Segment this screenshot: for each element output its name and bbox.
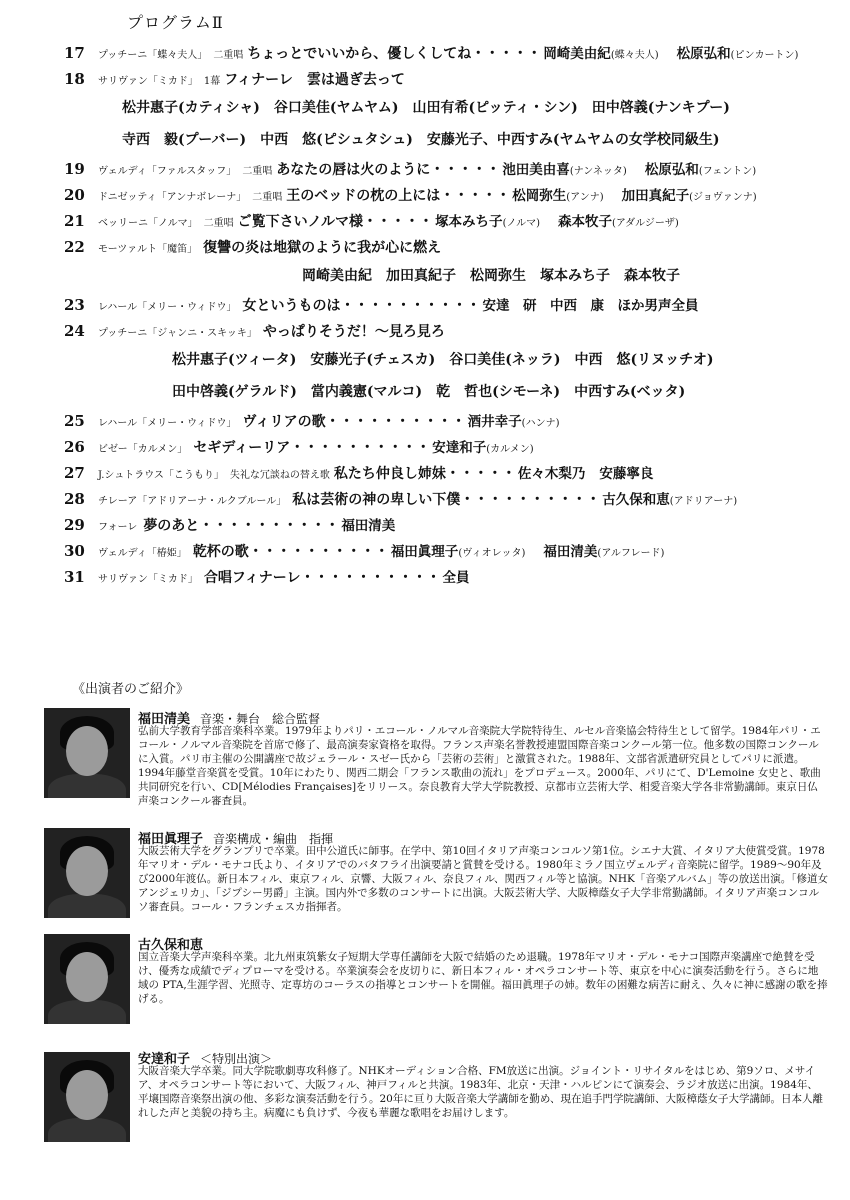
program-title: ちょっとでいいから、優しくしてね・・・・・ — [247, 46, 542, 62]
performer-role: (ヴィオレッタ) — [458, 548, 526, 559]
program-item — [64, 234, 844, 260]
program-number: 29 — [64, 516, 85, 534]
page-title: プログラムⅡ — [127, 13, 224, 32]
portrait-photo — [44, 1052, 130, 1142]
performer-bio: 弘前大学教育学部音楽科卒業。1979年よりパリ・エコール・ノルマル音楽院大学院特待生、ルセル音楽協会特待生として留学。1984年パリ・エコール・ノルマル音楽院を首席で修了、最高演奏家資格を取得。フランス声楽名誉教授連盟国際音楽コンクール第一位。他多数の国際コンクールに入賞。パリ市主催の公開講座で故ジェラール・スゼー氏から「芸術の芸術」と激賞された。1988年、文部省派遣研究員としてパリに派遣。1994年藤堂音楽賞を受賞。10年にわたり、関西二期会「フランス歌曲の流れ」をプロデュース。2000年、パリにて、D'Lemoine 女史と、歌曲共同研究を行い、CD[Mélodies Françaises]をリリース。奈良教育大学大学院教授、京都市立芸術大学、相愛音楽大学各非常勤講師。東京日仏声楽コンクール審査員。 — [138, 725, 821, 807]
program-title: 王のベッドの枕の上には・・・・・ — [286, 188, 511, 204]
program-title: ヴィリアの歌・・・・・・・・・・ — [242, 414, 466, 430]
program-title: 乾杯の歌・・・・・・・・・・ — [192, 544, 389, 560]
program-item — [64, 318, 844, 344]
program-item — [64, 40, 844, 66]
program-title: ご覧下さいノルマ様・・・・・ — [237, 214, 434, 230]
program-title: フィナーレ 雲は過ぎ去って — [224, 72, 405, 88]
program-source: サリヴァン「ミカド」 — [98, 76, 198, 87]
section-title: 《出演者のご紹介》 — [72, 682, 190, 697]
performer: 加田真紀子 — [621, 188, 690, 204]
performer: 池田美由喜 — [502, 162, 570, 178]
program-title: セギディーリア・・・・・・・・・・ — [193, 440, 431, 456]
performer: 佐々木梨乃 — [517, 466, 586, 482]
program-item — [64, 460, 844, 486]
program-number: 19 — [64, 160, 85, 178]
program-source: ドニゼッティ「アンナボレーナ」 — [98, 192, 247, 203]
performer-role: (ナンネッタ) — [569, 166, 627, 177]
program-item — [64, 408, 844, 434]
program-subtitle: 二重唱 — [242, 166, 273, 177]
performer-name: 福田眞理子 — [138, 832, 204, 847]
program-item — [64, 486, 844, 512]
program-source: ヴェルディ「ファルスタッフ」 — [98, 166, 237, 177]
program-number: 17 — [64, 44, 85, 62]
program-subtitle: 二重唱 — [252, 192, 283, 203]
cast-line: 松井惠子(カティシャ) 谷口美佳(ヤムヤム) 山田有希(ピッティ・シン) 田中啓義(ナンキプー) — [122, 100, 730, 116]
program-source: プッチーニ「ジャンニ・スキッキ」 — [98, 328, 257, 339]
program-source: レハール「メリー・ウィドウ」 — [98, 418, 237, 429]
portrait-photo — [44, 934, 130, 1024]
performer: 松岡弥生 — [512, 188, 567, 204]
performer-role: (アドリアーナ) — [669, 496, 738, 507]
performer: 森本牧子 — [557, 214, 612, 230]
program-item — [64, 292, 844, 318]
cast-line: 寺西 毅(プーバー) 中西 悠(ピシュタシュ) 安藤光子、中西すみ(ヤムヤムの女学校同級生) — [122, 132, 720, 148]
program-source: ベッリーニ「ノルマ」 — [98, 218, 198, 229]
portrait-photo — [44, 828, 130, 918]
program-number: 18 — [64, 70, 85, 88]
program-title: 私は芸術の神の卑しい下僕・・・・・・・・・・ — [292, 492, 601, 508]
program-number: 21 — [64, 212, 85, 230]
performer: 全員 — [442, 570, 470, 586]
program-source: ヴェルディ「椿姫」 — [98, 548, 187, 559]
program-subtitle: 二重唱 — [213, 50, 244, 61]
performer-name: 福田清美 — [138, 712, 191, 727]
performer-role: (フェントン) — [698, 166, 757, 177]
program-source: チレーア「アドリアーナ・ルクブルール」 — [98, 496, 287, 507]
program-list — [64, 40, 844, 590]
performer-role: (アダルジーザ) — [611, 218, 679, 229]
program-title: 私たち仲良し姉妹・・・・・ — [333, 466, 516, 482]
program-item — [64, 512, 844, 538]
program-number: 28 — [64, 490, 85, 508]
performer: 古久保和恵 — [602, 492, 670, 508]
performer-role: (カルメン) — [486, 444, 534, 455]
cast-line: 岡崎美由紀 加田真紀子 松岡弥生 塚本みち子 森本牧子 — [302, 268, 680, 284]
performer-role: 音楽・舞台 総合監督 — [200, 712, 321, 726]
program-number: 20 — [64, 186, 85, 204]
program-title: 合唱フィナーレ・・・・・・・・・・ — [203, 570, 441, 586]
program-number: 27 — [64, 464, 85, 482]
performer-bio: 大阪音楽大学卒業。同大学院歌劇専攻科修了。NHKオーディション合格、FM放送に出演。ジョイント・リサイタルをはじめ、第9ソロ、メサイア、オペラコンサート等において、大阪フィル、神戸フィルと共演。1983年、北京・天津・ハルピンにて演奏会、ラジオ放送に出演。1984年、平壌国際音楽祭出演の他、多彩な演奏活動を行う。20年に亘り大阪音楽大学講師を勤め、現在追手門学院講師、大阪樟蔭女子大学講師。日本人離れした声と美貌の持ち主。病魔にも負けず、今夜も華麗な歌唱をお届けします。 — [138, 1065, 823, 1119]
performer-role: ＜特別出演＞ — [200, 1052, 273, 1066]
program-source: ビゼー「カルメン」 — [98, 444, 188, 455]
program-item — [64, 66, 844, 92]
program-title: 夢のあと・・・・・・・・・・ — [143, 518, 340, 534]
performer-role: (アルフレード) — [597, 548, 665, 559]
performer: 松原弘和 — [644, 162, 699, 178]
program-number: 24 — [64, 322, 85, 340]
program-item — [64, 564, 844, 590]
program-item — [64, 156, 844, 182]
cast-line: 松井惠子(ツィータ) 安藤光子(チェスカ) 谷口美佳(ネッラ) 中西 悠(リヌッチオ) — [172, 352, 714, 368]
performer: 酒井幸子 — [467, 414, 522, 430]
performer-role: 音楽構成・編曲 指揮 — [213, 832, 334, 846]
program-subtitle: 失礼な冗談ねの替え歌 — [229, 470, 330, 481]
performer: 塚本みち子 — [435, 214, 503, 230]
program-item — [64, 538, 844, 564]
program-source: モーツァルト「魔笛」 — [98, 244, 198, 255]
performer: 福田眞理子 — [390, 544, 459, 560]
program-item — [64, 208, 844, 234]
program-item — [64, 434, 844, 460]
performer: 松原弘和 — [676, 46, 731, 62]
program-title: やっぱりそうだ！～見ろ見ろ — [262, 324, 445, 340]
performer: 福田清美 — [341, 518, 396, 534]
performer-role: (蝶々夫人) — [610, 50, 659, 61]
program-number: 22 — [64, 238, 85, 256]
performer: 岡崎美由紀 — [543, 46, 611, 62]
performer-bio: 大阪芸術大学をグランプリで卒業。田中公道氏に師事。在学中、第10回イタリア声楽コンコルソ第1位。シエナ大賞、イタリア大使賞受賞。1978年マリオ・デル・モナコ氏より、イタリアでのバタフライ出演要請と賞賛を受ける。1980年ミラノ国立ヴェルディ音楽院に留学。1989～90年及び2000年渡仏。新日本フィル、東京フィル、京響、大阪フィル、奈良フィル、関西フィル等と協演。NHK「音楽アルバム」等の放送出演。「修道女アンジェリカ」、「ジプシー男爵」主演。国内外で多数のコンサートに出演。大阪芸術大学、大阪樟蔭女子大学非常勤講師。イタリア声楽コンコルソ審査員。コール・フランチェスカ指揮者。 — [138, 845, 828, 913]
portrait-photo — [44, 708, 130, 798]
performer-role: (ノルマ) — [502, 218, 540, 229]
program-source: サリヴァン「ミカド」 — [98, 574, 198, 585]
performer-name: 古久保和恵 — [138, 938, 204, 953]
program-source: J.シュトラウス「こうもり」 — [98, 470, 224, 481]
performer: 安達 研 中西 康 ほか男声全員 — [482, 298, 699, 314]
program-number: 23 — [64, 296, 85, 314]
performer-role: (ハンナ) — [521, 418, 560, 429]
cast-line: 田中啓義(ゲラルド) 當内義憲(マルコ) 乾 哲也(シモーネ) 中西すみ(ベッタ) — [172, 384, 686, 400]
performer: 安達和子 — [432, 440, 487, 456]
program-subtitle: 1幕 — [203, 76, 221, 87]
program-subtitle: 二重唱 — [203, 218, 234, 229]
performer: 福田清美 — [543, 544, 598, 560]
performer-name: 安達和子 — [138, 1052, 191, 1067]
program-number: 26 — [64, 438, 85, 456]
performer-role: (ピンカートン) — [730, 50, 799, 61]
program-title: 復讐の炎は地獄のように我が心に燃え — [203, 240, 442, 256]
program-source: レハール「メリー・ウィドウ」 — [98, 302, 237, 313]
performer-role: (アンナ) — [566, 192, 604, 203]
program-number: 25 — [64, 412, 85, 430]
performer: 安藤寧良 — [599, 466, 654, 482]
performer-role: (ジョヴァンナ) — [689, 192, 757, 203]
program-title: 女というものは・・・・・・・・・・ — [242, 298, 481, 314]
performer-bio: 国立音楽大学声楽科卒業。北九州東筑紫女子短期大学専任講師を大阪で結婚のため退職。1978年マリオ・デル・モナコ国際声楽講座で絶賛を受け、優秀な成績でディプローマを受ける。卒業演奏会を皮切りに、新日本フィル・オペラコンサート等、東京を中心に演奏活動を行う。さらに地域の PTA,生涯学習、光照寺、定専坊のコーラスの指導とコンサートを開催。福田眞理子の姉。数年の困難な病苦に耐え、久々に神に感謝の歌を捧げる。 — [138, 951, 828, 1005]
program-source: フォーレ — [98, 522, 138, 533]
program-number: 31 — [64, 568, 85, 586]
program-title: あなたの唇は火のように・・・・・ — [276, 162, 501, 178]
program-item — [64, 182, 844, 208]
program-number: 30 — [64, 542, 85, 560]
program-source: プッチーニ「蝶々夫人」 — [98, 50, 208, 61]
